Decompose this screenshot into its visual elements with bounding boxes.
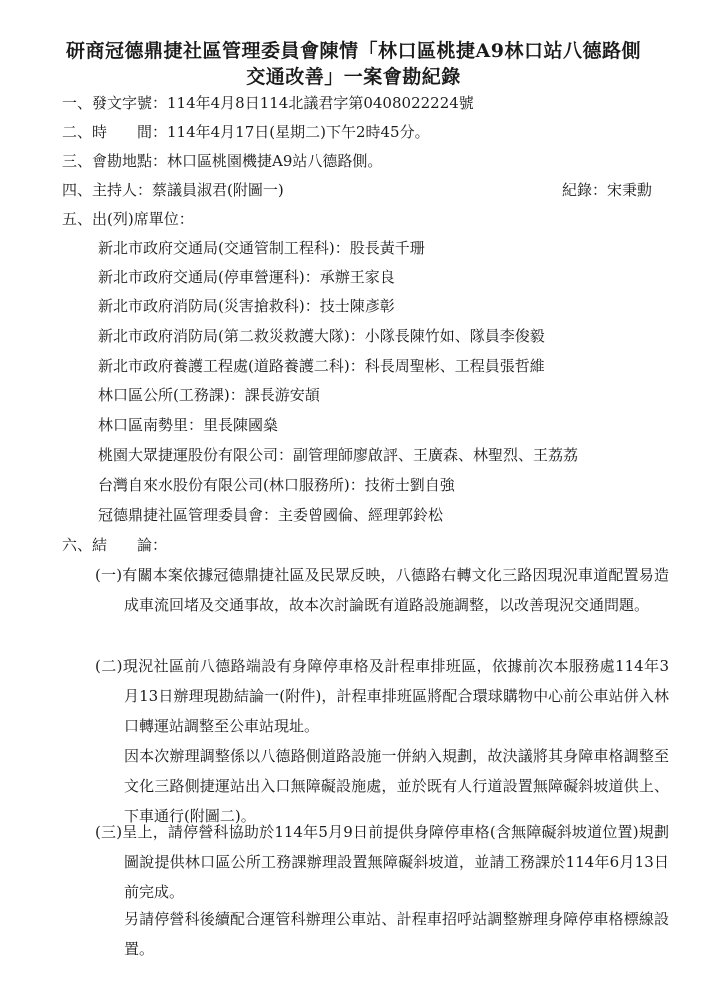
host-line: 四、主持人：蔡議員淑君(附圖一): [62, 181, 284, 199]
conclusion-item-1: (一)有關本案依據冠德鼎捷社區及民眾反映，八德路右轉文化三路因現況車道配置易造成車流回堵及交通事故，故本次討論既有道路設施調整，以改善現況交通問題。: [95, 566, 669, 614]
conclusion-heading: 六、結 論：: [62, 536, 168, 554]
attendee-item: 林口區南勢里：里長陳國燊: [98, 416, 279, 434]
meeting-location-line: 三、會勘地點：林口區桃園機捷A9站八德路側。: [62, 152, 383, 170]
conclusion-item-2-detail: 因本次辦理調整係以八德路側道路設施一併納入規劃，故決議將其身障車格調整至文化三路側捷運站出入口無障礙設施處，並於既有人行道設置無障礙斜坡道供上、下車通行(附圖二)。: [124, 747, 669, 825]
attendee-item: 新北市政府消防局(災害搶救科)：技士陳彥彰: [98, 297, 395, 315]
recorder-line: 紀錄：宋秉勳: [561, 181, 652, 199]
meeting-time-line: 二、時 間：114年4月17日(星期二)下午2時45分。: [62, 123, 430, 141]
attendee-item: 新北市政府交通局(停車營運科)：承辦王家良: [98, 268, 395, 286]
attendee-item: 新北市政府消防局(第二救災救護大隊)：小隊長陳竹如、隊員李俊毅: [98, 327, 545, 345]
document-title-line-1: 研商冠德鼎捷社區管理委員會陳情「林口區桃捷A9林口站八德路側: [66, 40, 641, 62]
attendees-heading: 五、出(列)席單位：: [62, 210, 194, 228]
document-title-line-2: 交通改善」一案會勘紀錄: [246, 66, 461, 88]
attendee-item: 冠德鼎捷社區管理委員會：主委曾國倫、經理郭鈴松: [98, 506, 444, 524]
attendee-item: 新北市政府養護工程處(道路養護二科)：科長周聖彬、工程員張哲維: [98, 357, 545, 375]
conclusion-item-3-detail: 另請停營科後續配合運管科辦理公車站、計程車招呼站調整辦理身障停車格標線設置。: [124, 910, 669, 958]
attendee-item: 林口區公所(工務課)：課長游安頡: [98, 386, 320, 404]
conclusion-item-2: (二)現況社區前八德路端設有身障停車格及計程車排班區，依據前次本服務處114年3月13日辦理現勘結論一(附件)，計程車排班區將配合環球購物中心前公車站併入林口轉運站調整至公車站現址。: [95, 657, 669, 735]
attendee-item: 桃園大眾捷運股份有限公司：副管理師廖啟評、王廣森、林聖烈、王荔荔: [98, 446, 579, 464]
attendee-item: 新北市政府交通局(交通管制工程科)：股長黃千珊: [98, 239, 425, 257]
attendee-item: 台灣自來水股份有限公司(林口服務所)：技術士劉自強: [98, 476, 455, 494]
doc-number-line: 一、發文字號：114年4月8日114北議君字第0408022224號: [62, 94, 474, 112]
conclusion-item-3: (三)呈上，請停營科協助於114年5月9日前提供身障停車格(含無障礙斜坡道位置)規劃圖說提供林口區公所工務課辦理設置無障礙斜坡道，並請工務課於114年6月13日前完成。: [95, 823, 669, 901]
